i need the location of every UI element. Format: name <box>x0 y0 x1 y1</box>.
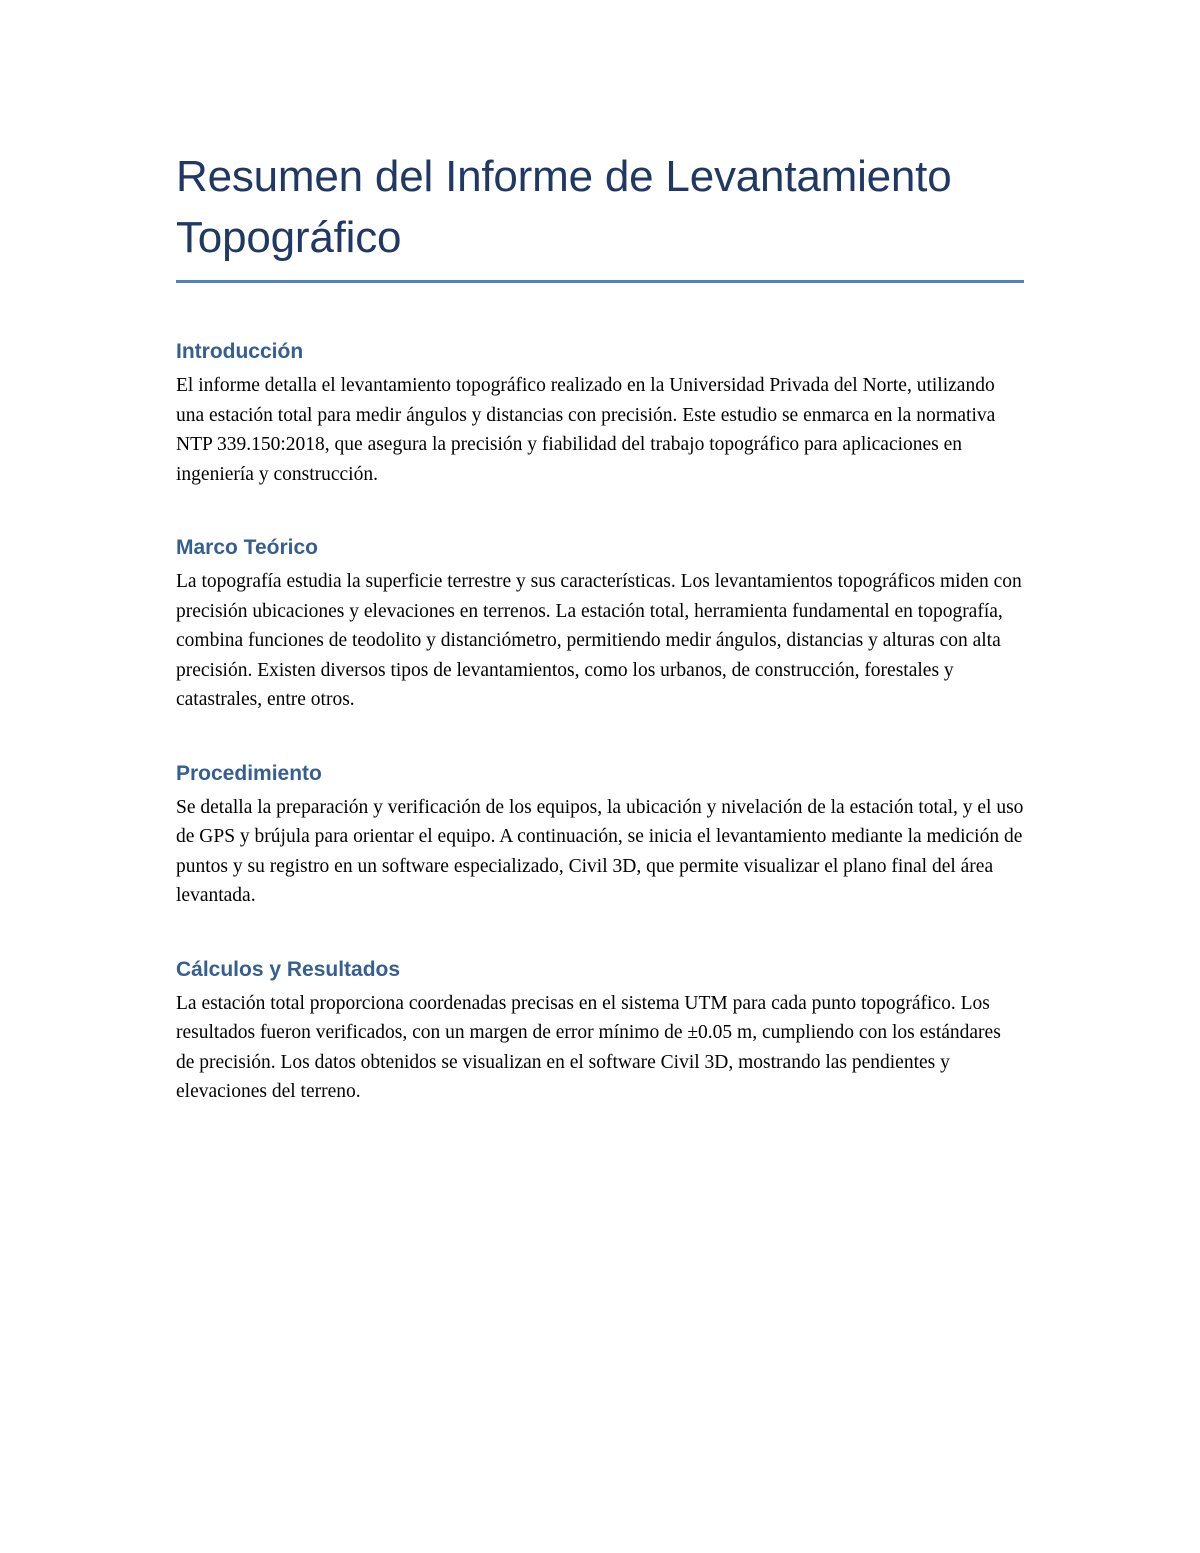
section-marco-teorico <box>176 533 1024 715</box>
section-introduccion <box>176 337 1024 489</box>
section-paragraph: La topografía estudia la superficie terrestre y sus características. Los levantamientos topográficos miden con precisión ubicaciones y elevaciones en terrenos. La estación total, herramienta fundamental en topografía, combina funciones de teodolito y distanciómetro, permitiendo medir ángulos, distancias y alturas con alta precisión. Existen diversos tipos de levantamientos, como los urbanos, de construcción, forestales y catastrales, entre otros. <box>176 571 1022 710</box>
section-heading: Procedimiento <box>176 761 322 785</box>
document-title: Resumen del Informe de Levantamiento Topográfico <box>176 152 952 262</box>
section-heading: Introducción <box>176 340 304 363</box>
section-heading: Cálculos y Resultados <box>176 957 401 981</box>
section-paragraph: El informe detalla el levantamiento topográfico realizado en la Universidad Privada del Norte, utilizando una estación total para medir ángulos y distancias con precisión. Este estudio se enmarca en la normativa NTP 339.150:2018, que asegura la precisión y fiabilidad del trabajo topográfico para aplicaciones en ingeniería y construcción. <box>176 375 996 485</box>
section-paragraph: La estación total proporciona coordenadas precisas en el sistema UTM para cada punto topográfico. Los resultados fueron verificados, con un margen de error mínimo de ±0.05 m, cumpliendo con los estándares de precisión. Los datos obtenidos se visualizan en el software Civil 3D, mostrando las pendientes y elevaciones del terreno. <box>176 992 1001 1102</box>
section-heading: Marco Teórico <box>176 536 318 559</box>
document-content <box>176 146 1024 1151</box>
section-procedimiento <box>176 759 1024 911</box>
title-underline-rule <box>176 280 1024 283</box>
section-calculos-resultados <box>176 955 1024 1107</box>
section-paragraph: Se detalla la preparación y verificación de los equipos, la ubicación y nivelación de la estación total, y el uso de GPS y brújula para orientar el equipo. A continuación, se inicia el levantamiento mediante la medición de puntos y su registro en un software especializado, Civil 3D, que permite visualizar el plano final del área levantada. <box>176 796 1024 906</box>
